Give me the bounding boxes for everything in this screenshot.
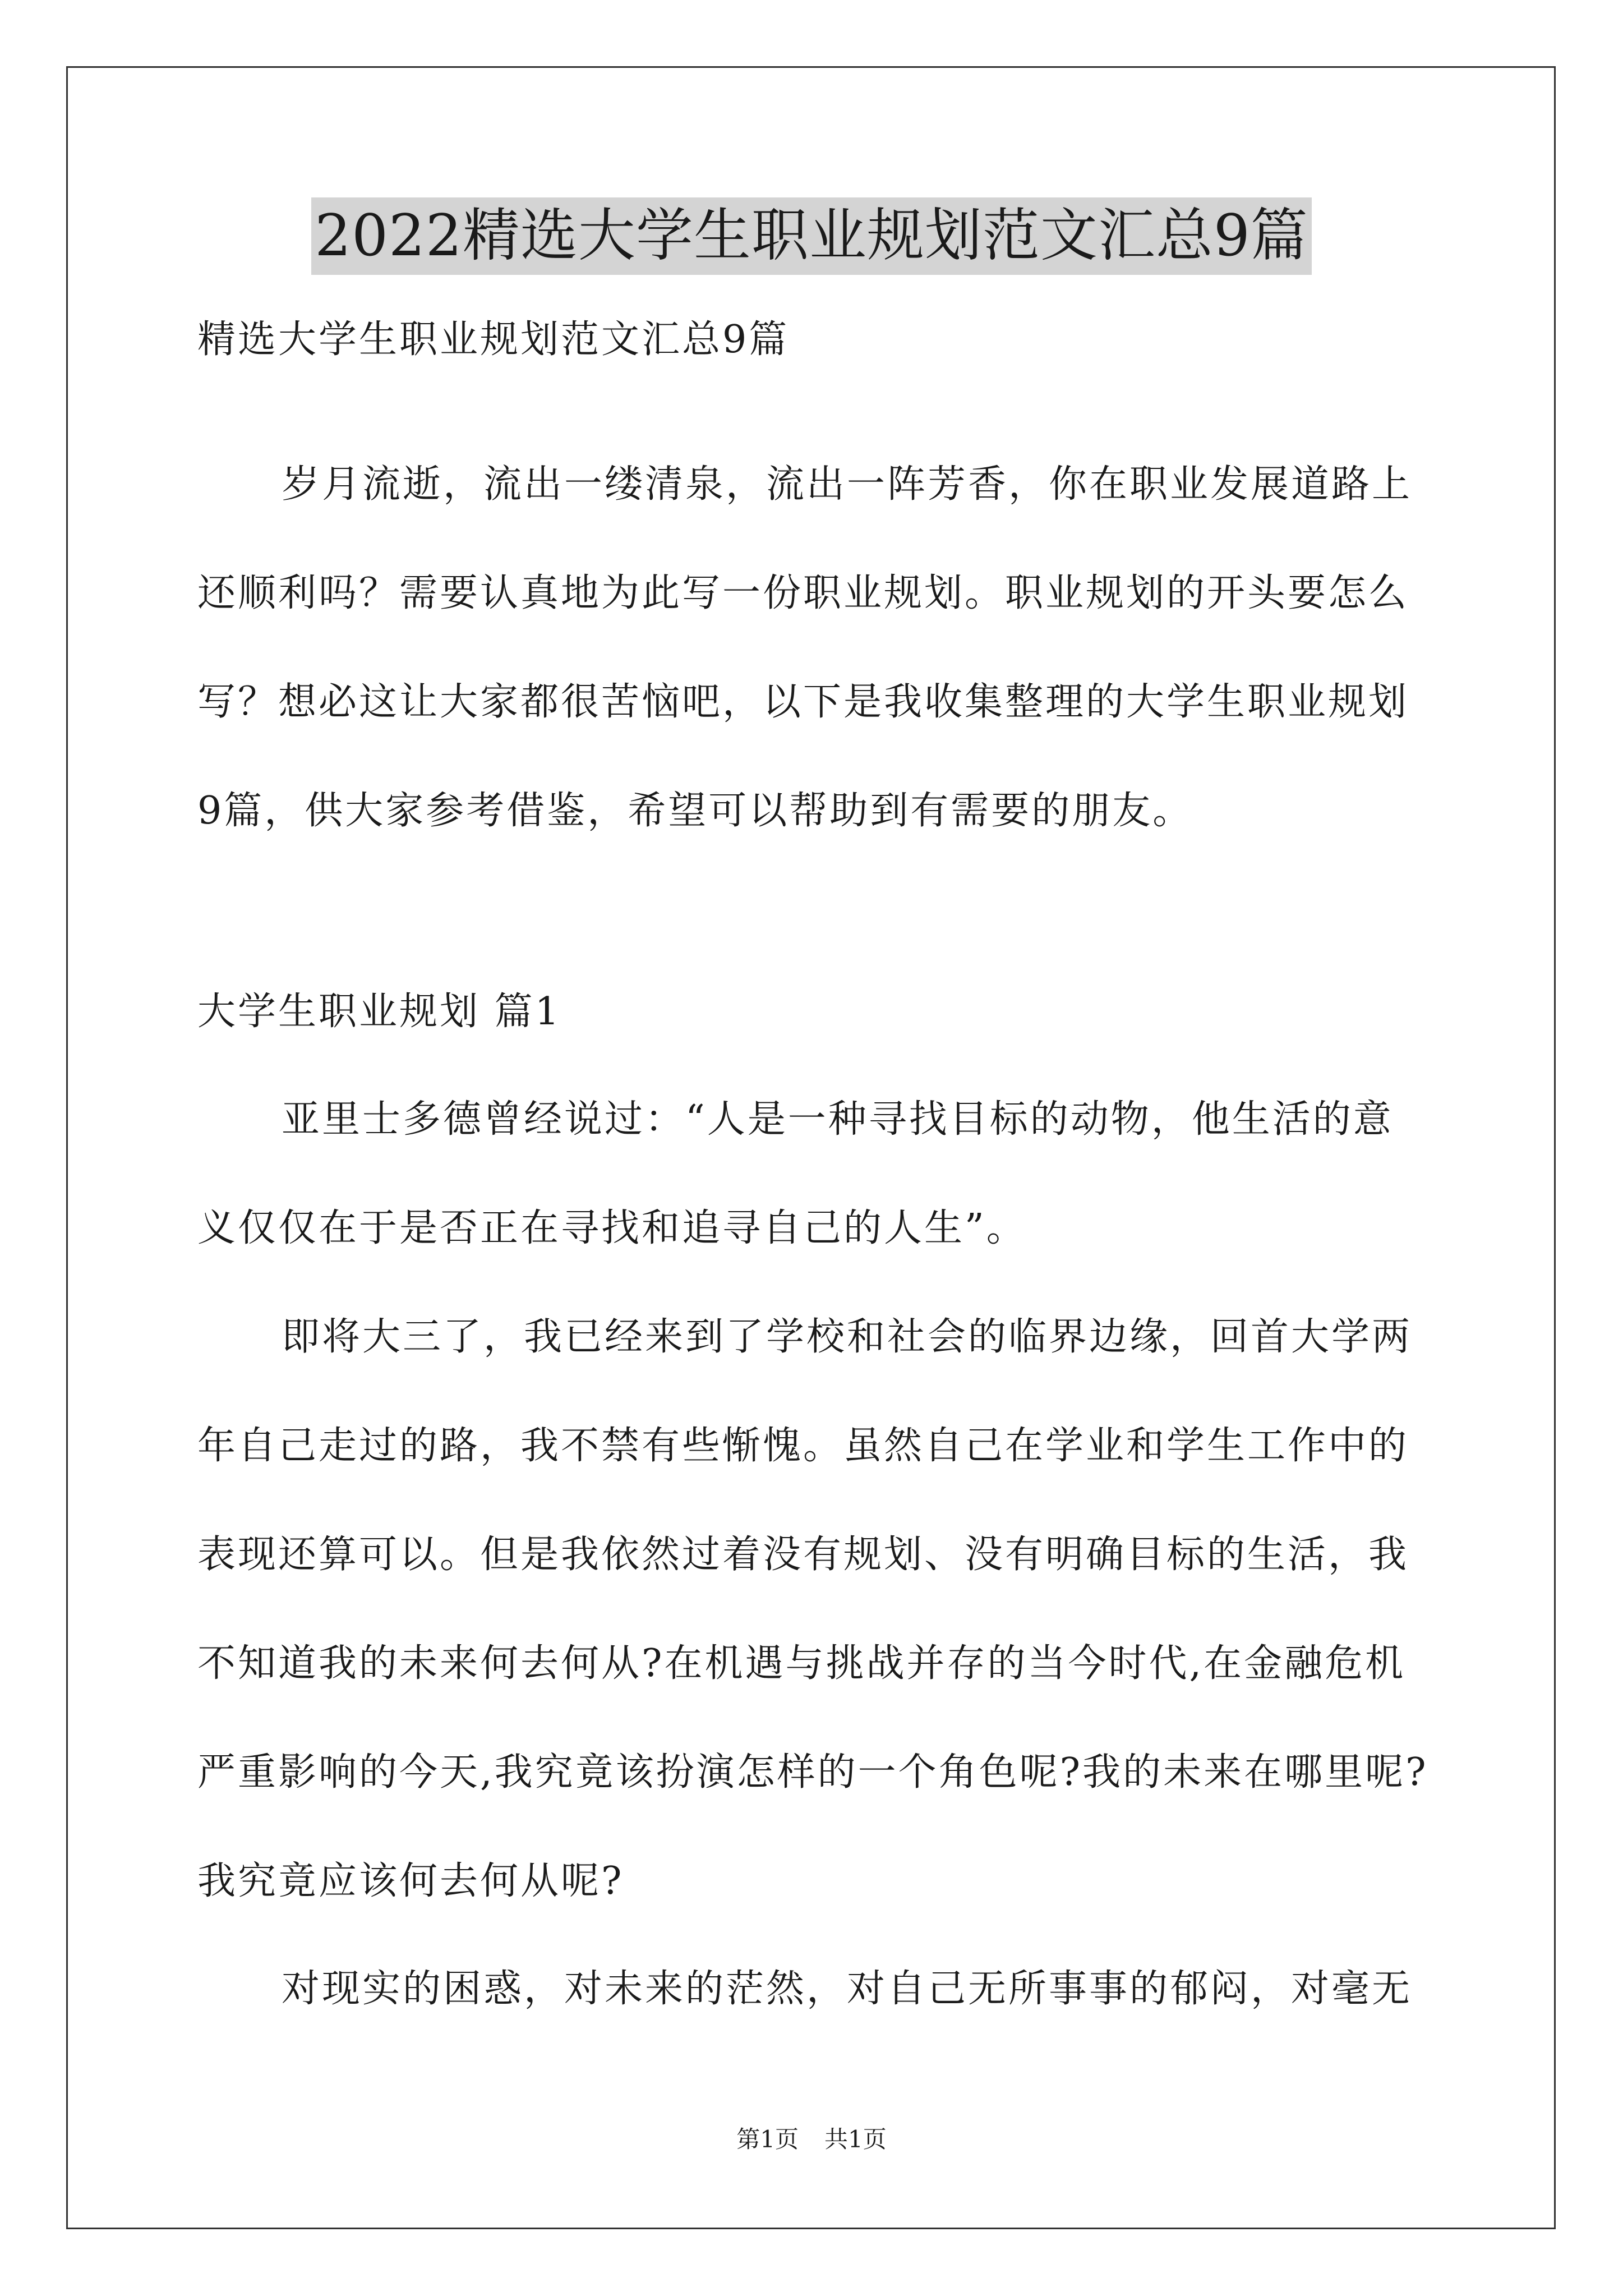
document-title: 2022精选大学生职业规划范文汇总9篇: [311, 197, 1311, 275]
paragraph-line: 对现实的困惑，对未来的茫然，对自己无所事事的郁闷，对毫无: [282, 1967, 1413, 2011]
paragraph-line: 表现还算可以。但是我依然过着没有规划、没有明确目标的生活，我: [197, 1533, 1409, 1577]
document-subtitle: 精选大学生职业规划范文汇总9篇: [197, 318, 790, 362]
document-title-wrapper: [0, 197, 1623, 275]
page-number-current: 第1页: [736, 2125, 799, 2153]
intro-line: 写？想必这让大家都很苦恼吧，以下是我收集整理的大学生职业规划: [197, 680, 1409, 724]
intro-line: 9篇，供大家参考借鉴，希望可以帮助到有需要的朋友。: [197, 789, 1193, 833]
page-number-total: 共1页: [824, 2125, 887, 2153]
paragraph-line: 亚里士多德曾经说过：“人是一种寻找目标的动物，他生活的意: [282, 1097, 1394, 1142]
paragraph-line: 义仅仅在于是否正在寻找和追寻自己的人生”。: [197, 1206, 1027, 1250]
paragraph-line: 年自己走过的路，我不禁有些惭愧。虽然自己在学业和学生工作中的: [197, 1424, 1409, 1468]
intro-line: 还顺利吗？需要认真地为此写一份职业规划。职业规划的开头要怎么: [197, 571, 1409, 615]
intro-line: 岁月流逝，流出一缕清泉，流出一阵芳香，你在职业发展道路上: [282, 462, 1413, 507]
paragraph-line: 我究竟应该何去何从呢?: [197, 1859, 624, 1903]
paragraph-line: 严重影响的今天,我究竟该扮演怎样的一个角色呢?我的未来在哪里呢?: [197, 1750, 1428, 1795]
paragraph-line: 不知道我的未来何去何从?在机遇与挑战并存的当今时代,在金融危机: [197, 1641, 1406, 1686]
section-heading: 大学生职业规划 篇1: [197, 990, 561, 1034]
paragraph-line: 即将大三了，我已经来到了学校和社会的临界边缘，回首大学两: [282, 1315, 1413, 1359]
page-footer: [0, 2123, 1623, 2156]
